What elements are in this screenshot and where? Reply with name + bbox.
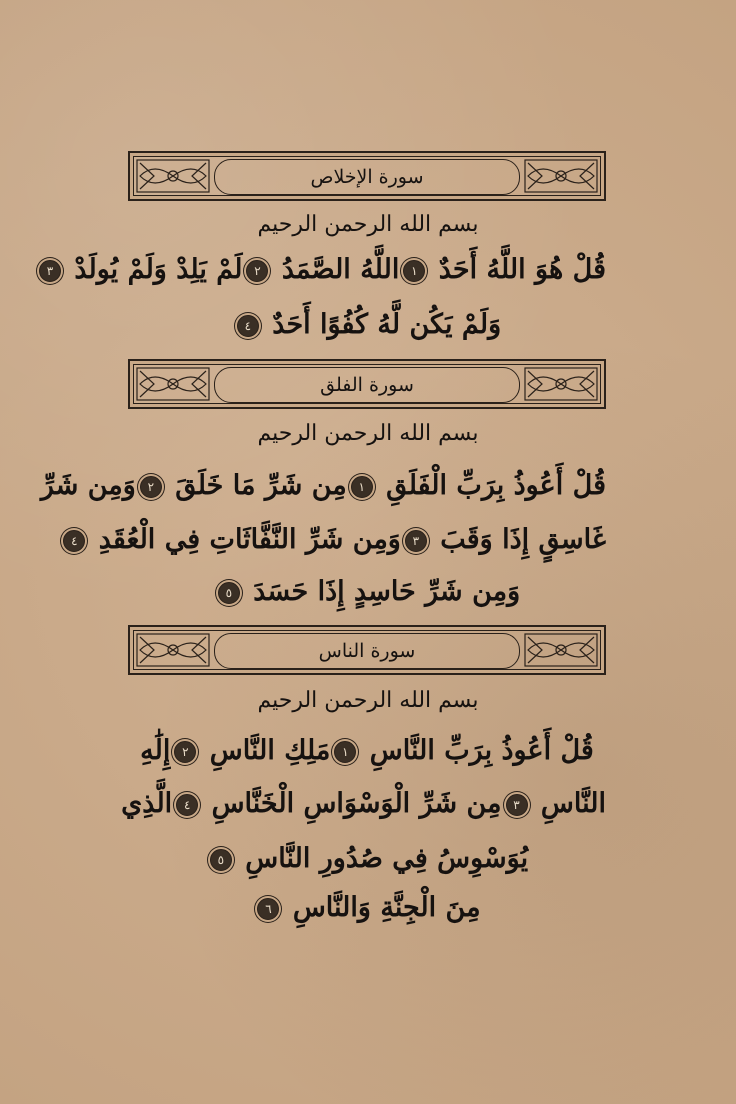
verse-line xyxy=(128,892,606,923)
verse-line xyxy=(128,735,606,766)
ayah-number-marker: ١ xyxy=(403,260,425,282)
verse-text: لَمْ يَلِدْ وَلَمْ يُولَدْ xyxy=(64,254,243,285)
verse-text: مِنَ الْجِنَّةِ وَالنَّاسِ xyxy=(283,892,481,923)
verse-line xyxy=(128,309,606,340)
verse-line xyxy=(121,788,606,819)
verse-text: قُلْ أَعُوذُ بِرَبِّ الْفَلَقِ xyxy=(376,470,606,501)
surah-title: سورة الفلق xyxy=(214,367,520,403)
arabesque-ornament-icon xyxy=(136,633,210,667)
basmala: بسم الله الرحمن الرحيم xyxy=(257,421,479,446)
arabesque-ornament-icon xyxy=(136,159,210,193)
verse-text: وَمِن شَرِّ النَّفَّاثَاتِ فِي الْعُقَدِ xyxy=(89,524,401,555)
ayah-number-marker: ٣ xyxy=(506,794,528,816)
surah-title-banner xyxy=(128,625,606,675)
basmala: بسم الله الرحمن الرحيم xyxy=(257,688,479,713)
verse-text: غَاسِقٍ إِذَا وَقَبَ xyxy=(430,524,606,555)
verse-line xyxy=(40,470,606,501)
verse-line xyxy=(128,843,606,874)
arabesque-ornament-icon xyxy=(136,367,210,401)
ayah-number-marker: ٣ xyxy=(39,260,61,282)
ayah-number-marker: ٢ xyxy=(246,260,268,282)
verse-text: الَّذِي xyxy=(121,788,173,819)
verse-text: قُلْ أَعُوذُ بِرَبِّ النَّاسِ xyxy=(360,735,594,766)
verse-text: مَلِكِ النَّاسِ xyxy=(200,735,331,766)
ayah-number-marker: ٤ xyxy=(176,794,198,816)
ayah-number-marker: ٤ xyxy=(237,315,259,337)
verse-text: النَّاسِ xyxy=(531,788,606,819)
ayah-number-marker: ٢ xyxy=(174,741,196,763)
verse-line xyxy=(128,576,606,607)
arabesque-ornament-icon xyxy=(524,633,598,667)
verse-line xyxy=(71,524,606,555)
arabesque-ornament-icon xyxy=(524,159,598,193)
surah-title: سورة الناس xyxy=(214,633,520,669)
verse-text: وَلَمْ يَكُن لَّهُ كُفُوًا أَحَدٌ xyxy=(262,309,502,340)
verse-text: يُوَسْوِسُ فِي صُدُورِ النَّاسِ xyxy=(235,843,529,874)
arabesque-ornament-icon xyxy=(524,367,598,401)
verse-line xyxy=(46,254,606,285)
surah-title-banner xyxy=(128,151,606,201)
ayah-number-marker: ٥ xyxy=(218,582,240,604)
verse-text: مِن شَرِّ مَا خَلَقَ xyxy=(165,470,347,501)
verse-text: قُلْ هُوَ اللَّهُ أَحَدٌ xyxy=(429,254,606,285)
basmala: بسم الله الرحمن الرحيم xyxy=(257,212,479,237)
verse-text: وَمِن شَرِّ حَاسِدٍ إِذَا حَسَدَ xyxy=(243,576,521,607)
verse-text: إِلَٰهِ xyxy=(140,735,171,766)
ayah-number-marker: ١ xyxy=(334,741,356,763)
ayah-number-marker: ٦ xyxy=(257,898,279,920)
ayah-number-marker: ٥ xyxy=(210,849,232,871)
ayah-number-marker: ٢ xyxy=(140,476,162,498)
surah-title-banner xyxy=(128,359,606,409)
verse-text: اللَّهُ الصَّمَدُ xyxy=(272,254,400,285)
verse-text: وَمِن شَرِّ xyxy=(40,470,136,501)
ayah-number-marker: ١ xyxy=(351,476,373,498)
ayah-number-marker: ٤ xyxy=(63,530,85,552)
surah-title: سورة الإخلاص xyxy=(214,159,520,195)
verse-text: مِن شَرِّ الْوَسْوَاسِ الْخَنَّاسِ xyxy=(202,788,502,819)
ayah-number-marker: ٣ xyxy=(405,530,427,552)
